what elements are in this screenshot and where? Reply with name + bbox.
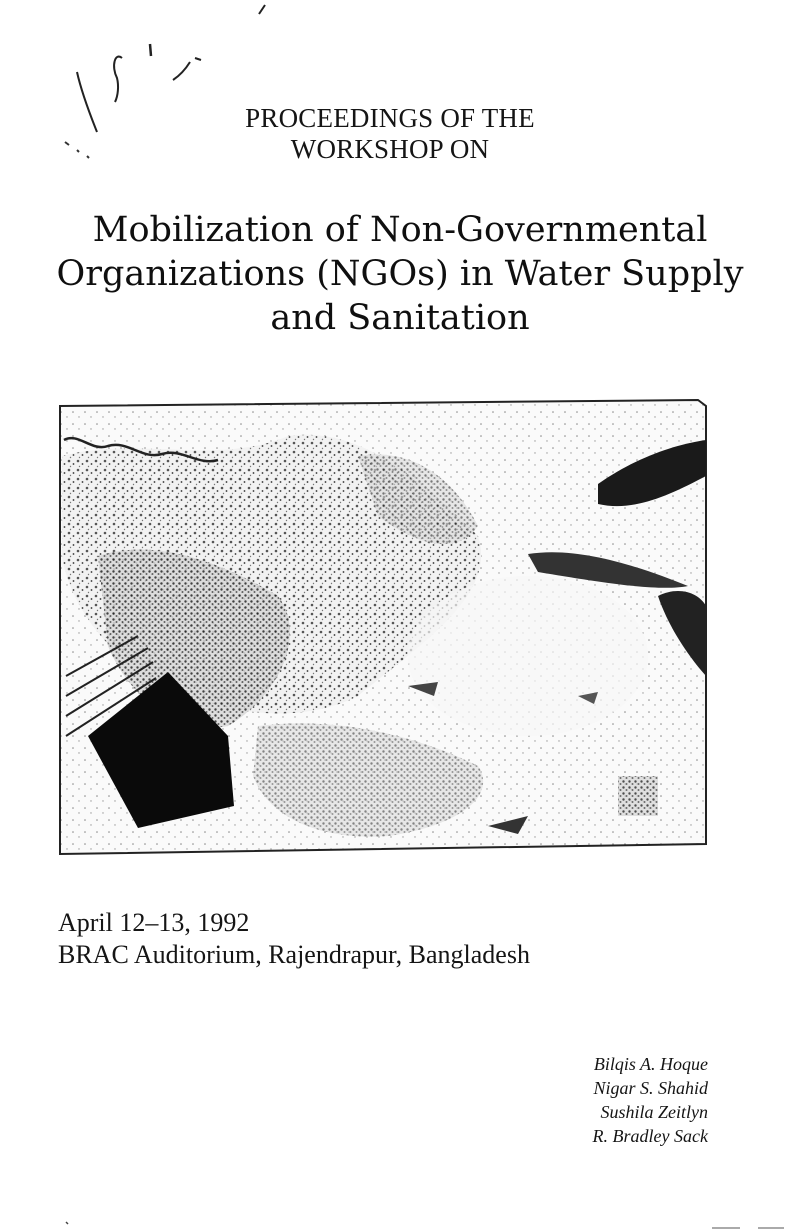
author-name: Nigar S. Shahid bbox=[593, 1078, 708, 1098]
author-list bbox=[593, 1052, 708, 1148]
title-line-2: Organizations (NGOs) in Water Supply bbox=[56, 254, 744, 294]
event-date: April 12–13, 1992 bbox=[58, 908, 250, 937]
title-line-1: Mobilization of Non-Governmental bbox=[92, 210, 708, 250]
scan-marks bbox=[0, 1200, 800, 1230]
author-name: Sushila Zeitlyn bbox=[600, 1102, 708, 1122]
event-venue: BRAC Auditorium, Rajendrapur, Bangladesh bbox=[58, 940, 530, 969]
title-line-3: and Sanitation bbox=[270, 298, 530, 338]
workshop-kicker: WORKSHOP ON bbox=[290, 134, 490, 164]
author-name: Bilqis A. Hoque bbox=[593, 1054, 708, 1074]
author-name: R. Bradley Sack bbox=[592, 1126, 708, 1146]
cover-photograph bbox=[58, 396, 708, 858]
event-details bbox=[58, 907, 530, 971]
proceedings-kicker: PROCEEDINGS OF THE bbox=[245, 103, 535, 133]
document-title bbox=[20, 208, 780, 340]
